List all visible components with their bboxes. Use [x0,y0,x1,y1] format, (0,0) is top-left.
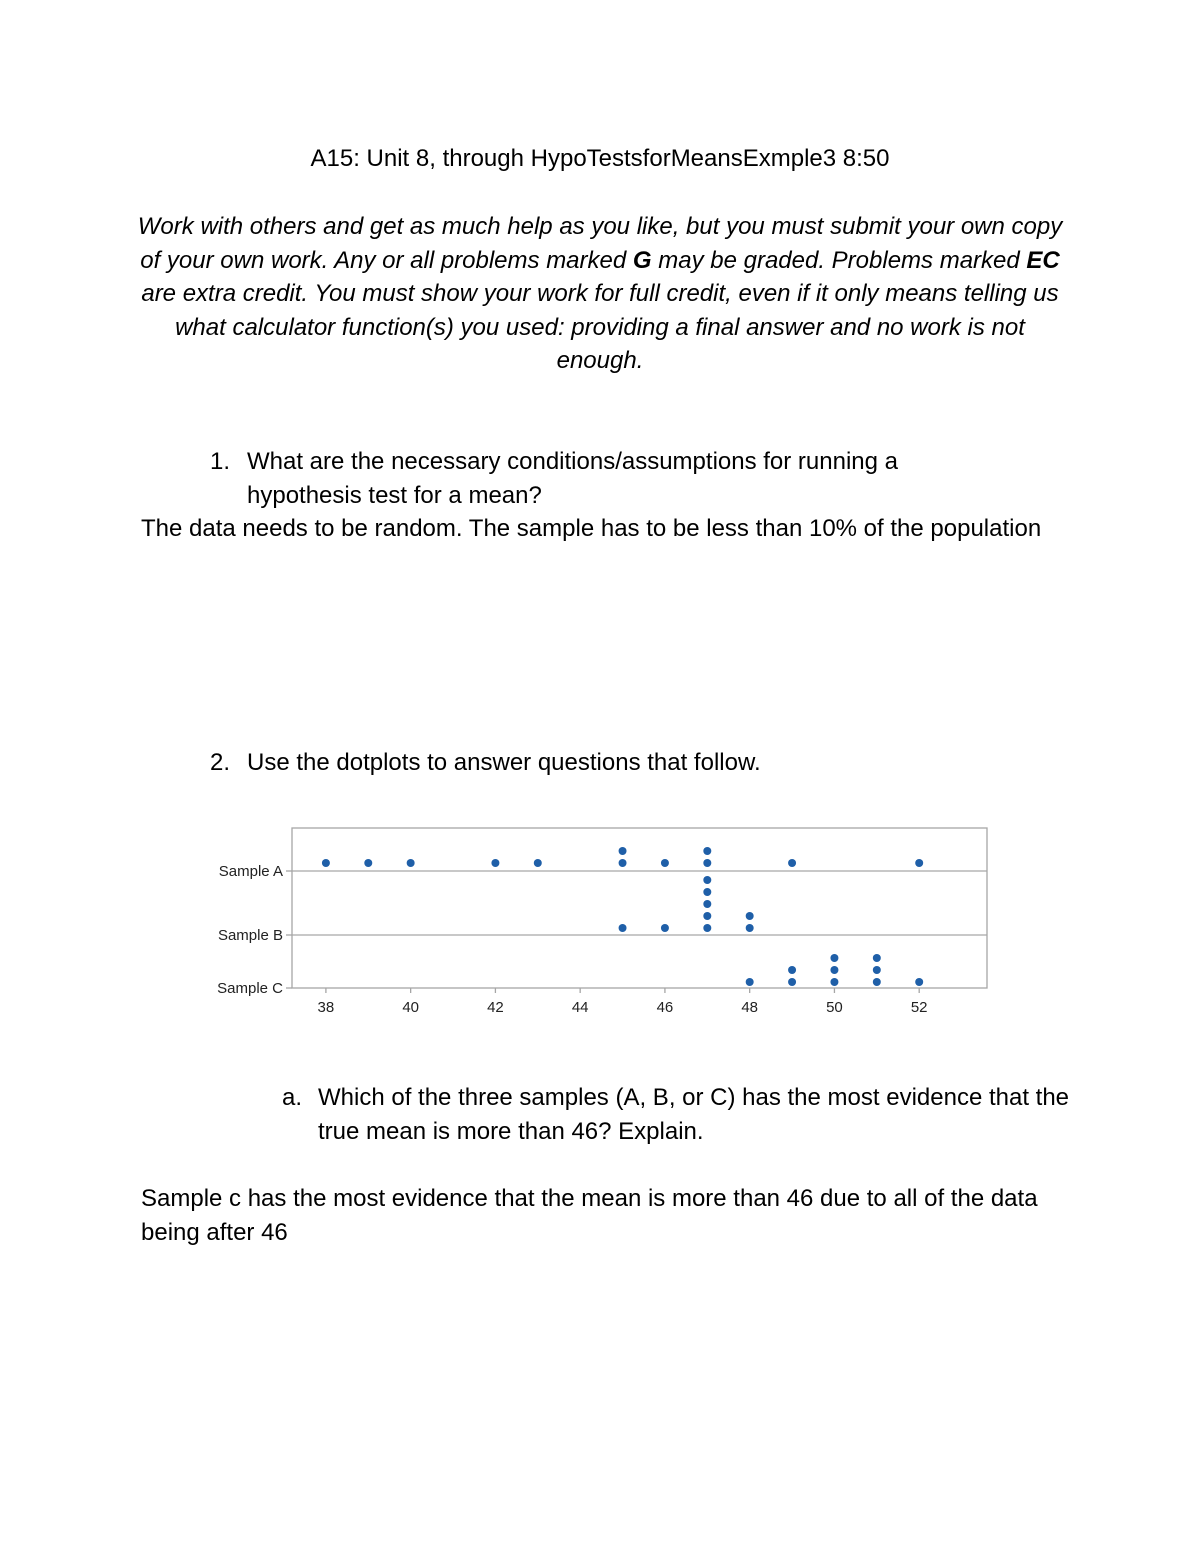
data-point [703,900,711,908]
answer-1: The data needs to be random. The sample has to be less than 10% of the population [141,515,1042,542]
data-point [830,966,838,974]
plot-frame [292,828,987,988]
data-point [746,978,754,986]
data-point [364,859,372,867]
data-point [873,978,881,986]
x-tick-label: 50 [826,999,843,1016]
y-axis-label: Sample B [217,927,283,944]
data-point [703,847,711,855]
data-point [830,978,838,986]
data-point [873,954,881,962]
data-point [534,859,542,867]
x-tick-label: 46 [656,999,674,1016]
data-point [788,978,796,986]
answer-2a: Sample c has the most evidence that the mean is more than 46 due to all of the data being after 46 [141,1185,1038,1246]
question-2a-text: Which of the three samples (A, B, or C) has the most evidence that the true mean is more than 46? Explain. [318,1084,1070,1145]
question-2-number: 2. [210,749,231,776]
data-point [830,954,838,962]
data-point [661,924,669,932]
x-tick-label: 40 [402,999,420,1016]
question-1-number: 1. [210,448,231,475]
data-point [619,924,627,932]
graded-mark: G [632,246,652,274]
x-tick-label: 42 [487,999,504,1016]
question-1 [210,445,1007,512]
instructions [130,210,1070,378]
data-point [703,912,711,920]
instructions-part-3: are extra credit. You must show your work for full credit, even if it only means telling us what calculator function(s) you used: providing a final answer and no work is not enough. [141,280,1059,374]
x-tick-label: 52 [910,999,928,1016]
data-point [915,859,923,867]
data-point [703,888,711,896]
x-tick-label: 48 [741,999,759,1016]
question-2a-letter: a. [282,1084,303,1111]
question-2 [210,746,1007,780]
data-point [322,859,330,867]
data-point [788,859,796,867]
data-point [915,978,923,986]
data-point [619,859,627,867]
data-point [873,966,881,974]
instructions-part-2: may be graded. Problems marked [651,246,1027,274]
data-point [407,859,415,867]
data-point [788,966,796,974]
data-point [703,859,711,867]
data-point [746,912,754,920]
data-point [703,876,711,884]
y-axis-label: Sample C [217,980,283,997]
question-2-text: Use the dotplots to answer questions that follow. [247,749,761,776]
x-tick-label: 38 [317,999,335,1016]
data-point [491,859,499,867]
page-title: A15: Unit 8, through HypoTestsforMeansExmple3 8:50 [310,145,890,172]
question-2a [282,1081,1078,1148]
dotplot-chart [200,820,1000,1030]
data-point [746,924,754,932]
instructions-part-1: Work with others and get as much help as you like, but you must submit your own copy of your own work. Any or all problems marked [137,213,1063,274]
extra-credit-mark: EC [1026,246,1060,274]
data-point [661,859,669,867]
data-point [619,847,627,855]
y-axis-label: Sample A [218,863,283,880]
x-tick-label: 44 [571,999,589,1016]
data-point [703,924,711,932]
question-1-text: What are the necessary conditions/assumptions for running a hypothesis test for a mean? [247,448,899,509]
